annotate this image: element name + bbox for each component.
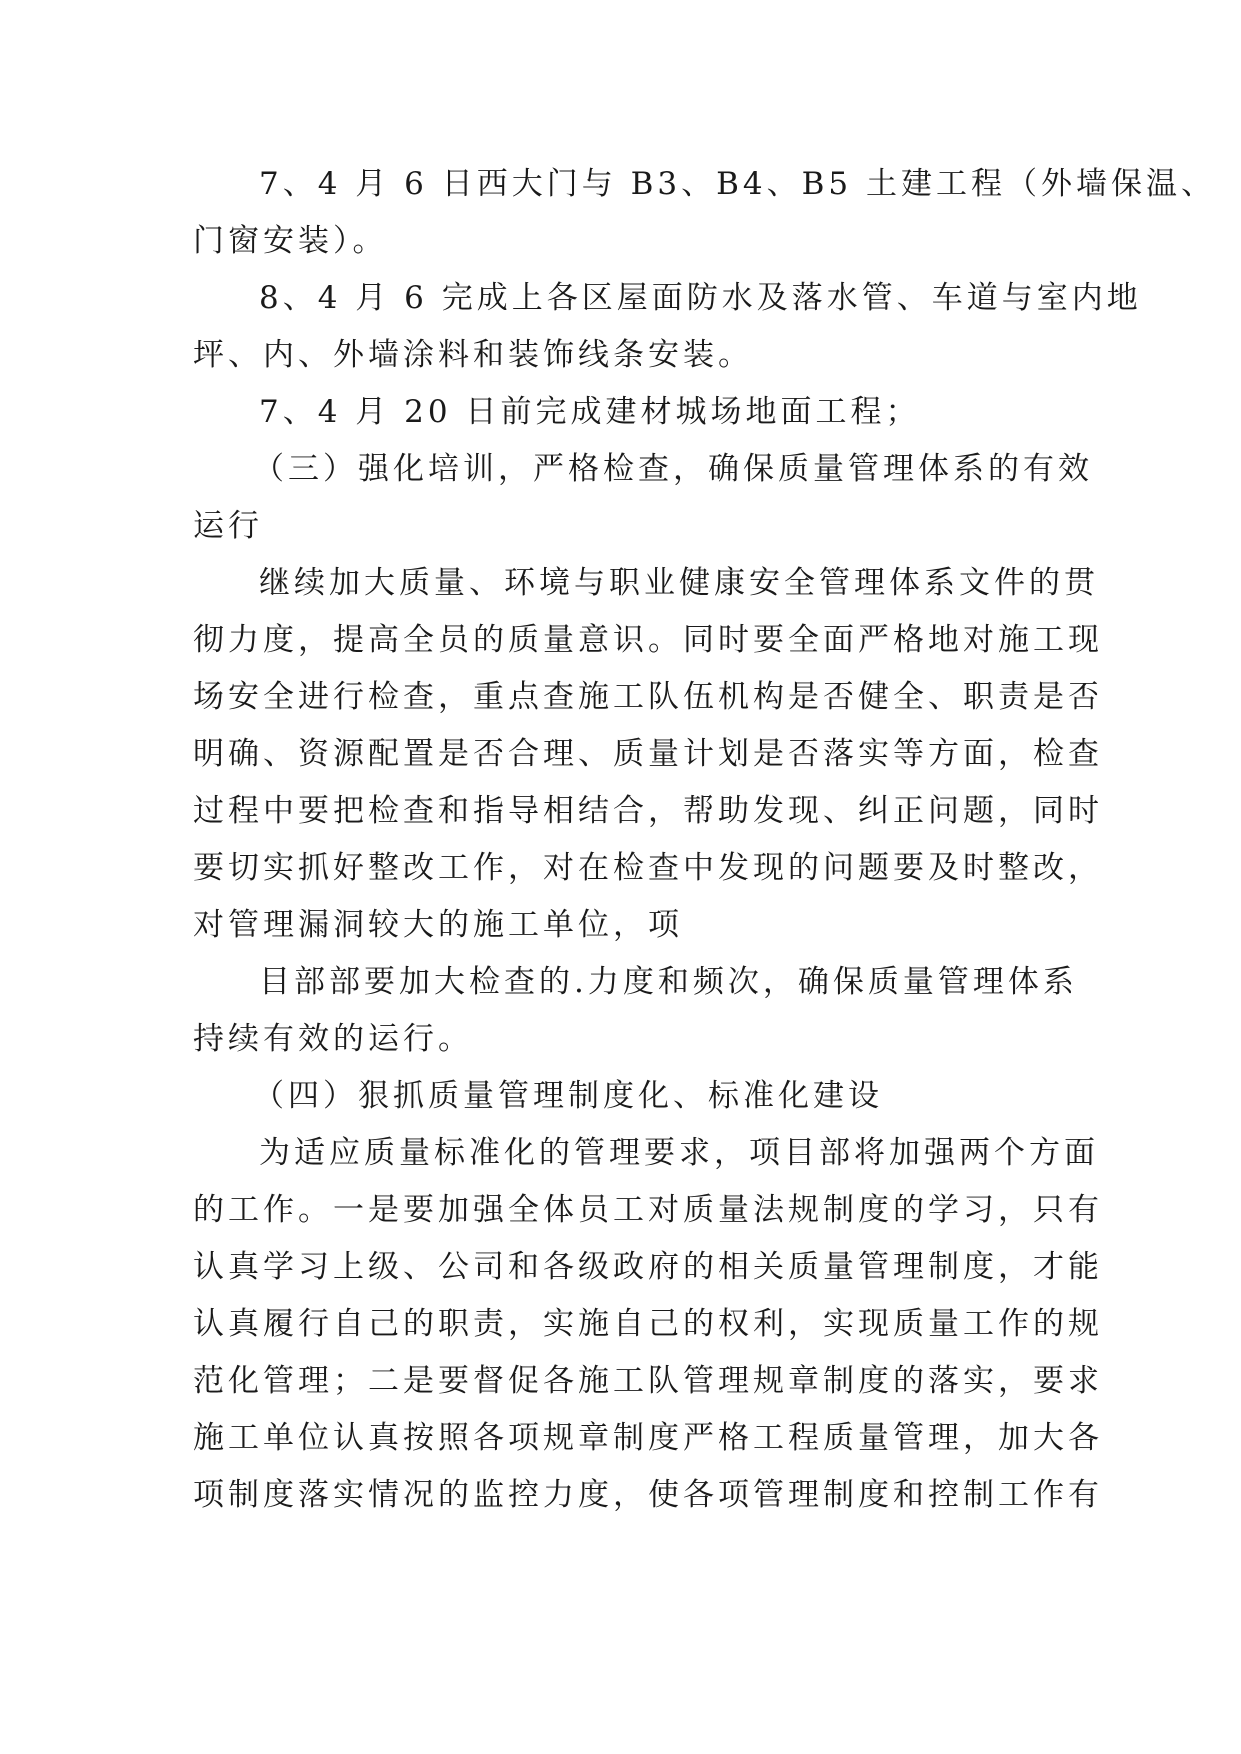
text-line: 施工单位认真按照各项规章制度严格工程质量管理，加大各 <box>193 1420 1103 1456</box>
text-line: 7、4 月 6 日西大门与 B3、B4、B5 土建工程（外墙保温、 <box>259 166 1216 202</box>
text-line: 范化管理；二是要督促各施工队管理规章制度的落实，要求 <box>193 1363 1103 1399</box>
text-line: 场安全进行检查，重点查施工队伍机构是否健全、职责是否 <box>193 679 1103 715</box>
section-heading: （四）狠抓质量管理制度化、标准化建设 <box>253 1078 883 1114</box>
text-line: 过程中要把检查和指导相结合，帮助发现、纠正问题，同时 <box>193 793 1103 829</box>
text-line: 认真学习上级、公司和各级政府的相关质量管理制度，才能 <box>193 1249 1103 1285</box>
text-line: 继续加大质量、环境与职业健康安全管理体系文件的贯 <box>259 565 1099 601</box>
text-line: 要切实抓好整改工作，对在检查中发现的问题要及时整改， <box>193 850 1103 886</box>
text-line: 认真履行自己的职责，实施自己的权利，实现质量工作的规 <box>193 1306 1103 1342</box>
text-line: 持续有效的运行。 <box>193 1021 473 1057</box>
document-body <box>193 158 1216 1526</box>
text-line: 明确、资源配置是否合理、质量计划是否落实等方面，检查 <box>193 736 1103 772</box>
text-line: 为适应质量标准化的管理要求，项目部将加强两个方面 <box>259 1135 1099 1171</box>
text-line: 项制度落实情况的监控力度，使各项管理制度和控制工作有 <box>193 1477 1103 1513</box>
text-line: 的工作。一是要加强全体员工对质量法规制度的学习，只有 <box>193 1192 1103 1228</box>
text-line: 8、4 月 6 完成上各区屋面防水及落水管、车道与室内地 <box>259 280 1142 316</box>
section-heading-continued: 运行 <box>193 508 263 544</box>
text-line: 坪、内、外墙涂料和装饰线条安装。 <box>193 337 753 373</box>
text-line: 目部部要加大检查的.力度和频次，确保质量管理体系 <box>259 964 1078 1000</box>
text-line: 彻力度，提高全员的质量意识。同时要全面严格地对施工现 <box>193 622 1103 658</box>
text-line: 7、4 月 20 日前完成建材城场地面工程； <box>259 394 921 430</box>
text-line: 对管理漏洞较大的施工单位，项 <box>193 907 683 943</box>
text-line: 门窗安装）。 <box>193 223 388 259</box>
section-heading: （三）强化培训，严格检查，确保质量管理体系的有效 <box>253 451 1093 487</box>
